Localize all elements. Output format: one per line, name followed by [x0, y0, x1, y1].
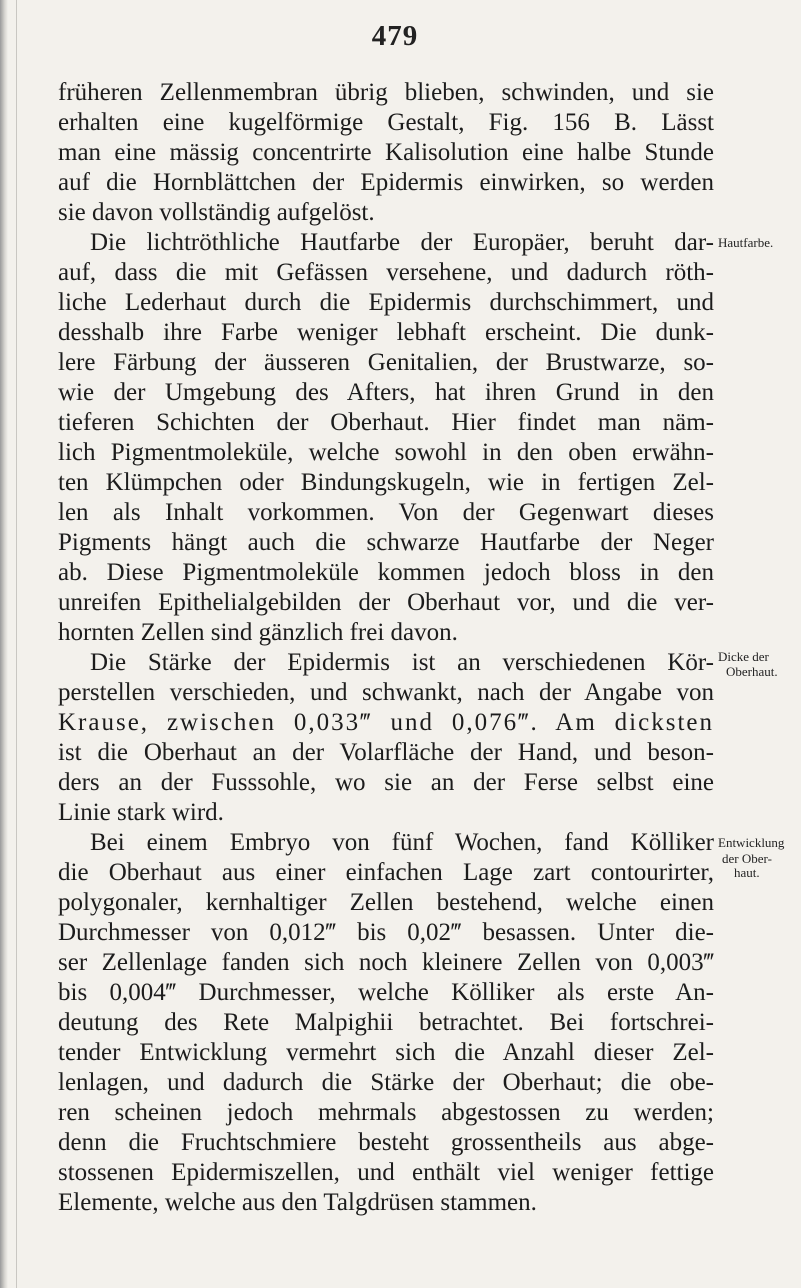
text-line: erhalten eine kugelförmige Gestalt, Fig. 156 B. Lässt [58, 109, 714, 136]
text-line: auf, dass die mit Gefässen versehene, und dadurch röth- [58, 259, 714, 286]
text-line: desshalb ihre Farbe weniger lebhaft erscheint. Die dunk- [58, 319, 714, 346]
text-line: Pigments hängt auch die schwarze Hautfarbe der Neger [58, 529, 714, 556]
scan-edge [0, 0, 8, 1288]
margin-note-entwicklung-line1: Entwicklung [718, 835, 785, 850]
text-line: lenlagen, und dadurch die Stärke der Oberhaut; die obe- [58, 1069, 714, 1096]
text-line: Die lichtröthliche Hautfarbe der Europäer, beruht dar- [90, 229, 714, 256]
text-line: auf die Hornblättchen der Epidermis einwirken, so werden [58, 169, 714, 196]
text-line: wie der Umgebung des Afters, hat ihren Grund in den [58, 379, 714, 406]
text-line: unreifen Epithelialgebilden der Oberhaut vor, und die ver- [58, 589, 714, 616]
text-line: ist die Oberhaut an der Volarfläche der Hand, und beson- [58, 739, 714, 766]
text-line: Die Stärke der Epidermis ist an verschiedenen Kör- [90, 649, 714, 676]
page-number: 479 [371, 20, 419, 52]
margin-note-dicke-line2: Oberhaut. [726, 664, 778, 679]
text-line: bis 0,004‴ Durchmesser, welche Kölliker als erste An- [58, 979, 714, 1006]
text-line: ders an der Fusssohle, wo sie an der Ferse selbst eine [58, 769, 714, 796]
text-line: Bei einem Embryo von fünf Wochen, fand Kölliker [90, 829, 714, 856]
text-line: tender Entwicklung vermehrt sich die Anzahl dieser Zel- [58, 1039, 714, 1066]
text-line: man eine mässig concentrirte Kalisolution eine halbe Stunde [58, 139, 714, 166]
margin-note-hautfarbe: Hautfarbe. [718, 235, 774, 250]
text-line: len als Inhalt vorkommen. Von der Gegenwart dieses [58, 499, 714, 526]
text-line: tieferen Schichten der Oberhaut. Hier findet man näm- [58, 409, 714, 436]
text-line: Elemente, welche aus den Talgdrüsen stammen. [58, 1189, 537, 1216]
text-line: denn die Fruchtschmiere besteht grossentheils aus abge- [58, 1129, 714, 1156]
margin-note-entwicklung-line3: haut. [734, 865, 760, 880]
text-line: deutung des Rete Malpighii betrachtet. Bei fortschrei- [58, 1009, 714, 1036]
margin-note-entwicklung-line2: der Ober- [722, 851, 772, 866]
text-line: polygonaler, kernhaltiger Zellen bestehend, welche einen [58, 889, 714, 916]
text-line: hornten Zellen sind gänzlich frei davon. [58, 619, 458, 646]
text-line: ten Klümpchen oder Bindungskugeln, wie in fertigen Zel- [58, 469, 714, 496]
text-line: Durchmesser von 0,012‴ bis 0,02‴ besassen. Unter die- [58, 919, 714, 946]
text-line: liche Lederhaut durch die Epidermis durchschimmert, und [58, 289, 714, 316]
text-line: ser Zellenlage fanden sich noch kleinere Zellen von 0,003‴ [58, 949, 714, 976]
text-line: Linie stark wird. [58, 799, 224, 826]
text-line: ab. Diese Pigmentmoleküle kommen jedoch bloss in den [58, 559, 714, 586]
margin-note-dicke-line1: Dicke der [718, 649, 769, 664]
text-line: früheren Zellenmembran übrig blieben, schwinden, und sie [58, 79, 714, 106]
text-line: Krause, zwischen 0,033‴ und 0,076‴. Am dicksten [58, 709, 714, 736]
text-line: perstellen verschieden, und schwankt, nach der Angabe von [58, 679, 714, 706]
text-line: ren scheinen jedoch mehrmals abgestossen zu werden; [58, 1099, 714, 1126]
gutter-line [16, 0, 17, 1288]
text-line: die Oberhaut aus einer einfachen Lage zart contourirter, [58, 859, 714, 886]
text-line: sie davon vollständig aufgelöst. [58, 199, 375, 226]
text-line: stossenen Epidermiszellen, und enthält viel weniger fettige [58, 1159, 714, 1186]
text-line: lich Pigmentmoleküle, welche sowohl in den oben erwähn- [58, 439, 714, 466]
text-line: lere Färbung der äusseren Genitalien, der Brustwarze, so- [58, 349, 714, 376]
